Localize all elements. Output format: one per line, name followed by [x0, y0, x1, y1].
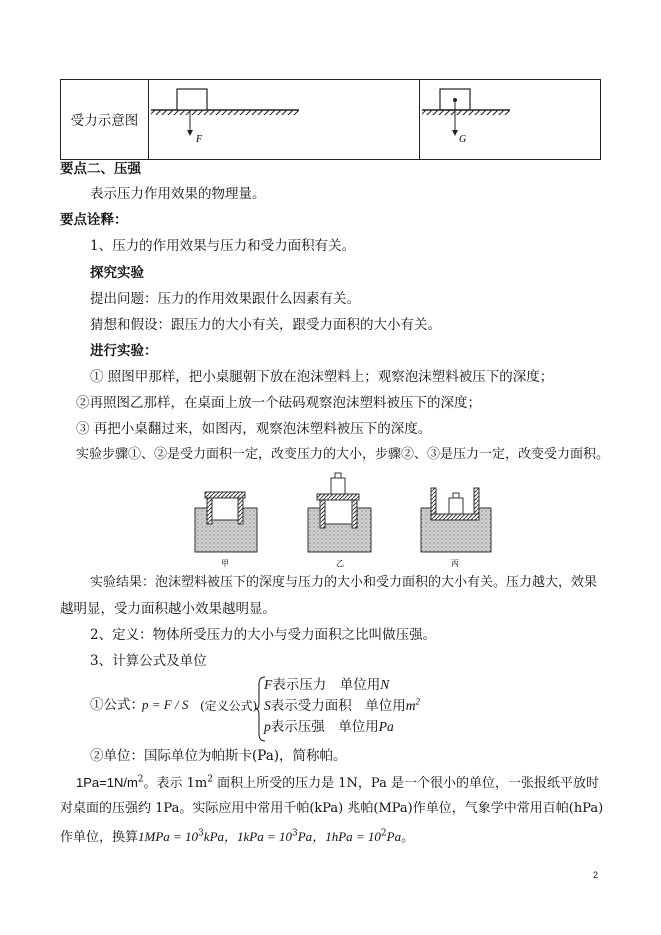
table-row-label-cell [61, 80, 149, 160]
explore-heading: 探究实验 [90, 265, 144, 281]
force-diagram-g [420, 80, 600, 155]
fig-label-jia: 甲 [221, 559, 229, 568]
formula-note: (定义公式) [200, 699, 258, 713]
figure-cell-1 [149, 80, 420, 160]
setup-jia [195, 492, 257, 568]
force-diagram-table [60, 79, 601, 160]
page-number: 2 [593, 870, 599, 880]
hypothesis-text: 猜想和假设：跟压力的大小有关，跟受力面积的大小有关。 [90, 317, 441, 333]
result-line-2: 越明显，受力面积越小效果越明显。 [60, 601, 276, 617]
brace-item-pressure: p表示压强 单位用Pa [264, 719, 394, 735]
setup-yi [308, 473, 371, 568]
steps-summary: 实验步骤①、②是受力面积一定，改变压力的大小，步骤②、③是压力一定，改变受力面积。 [76, 447, 610, 462]
formula-expression: p = F / S [142, 697, 189, 712]
formula-label: ①公式： [90, 697, 144, 713]
formula-heading: 3、计算公式及单位 [90, 653, 207, 669]
fig-label-yi: 乙 [336, 559, 344, 568]
figure-cell-2 [420, 80, 601, 160]
question-text: 提出问题：压力的作用效果跟什么因素有关。 [90, 291, 360, 307]
result-line-1: 实验结果：泡沫塑料被压下的深度与压力的大小和受力面积的大小有关。压力越大，效果 [90, 575, 598, 590]
step-3: ③ 再把小桌翻过来，如图丙，观察泡沫塑料被压下的深度。 [76, 421, 432, 437]
brace-item-force: F表示压力 单位用N [264, 677, 390, 693]
pa-line-3: 作单位，换算$1MPa = 10^3kPa$，$1kPa = 10^3Pa$，$1hPa = 10^2Pa$。 [60, 828, 415, 845]
intro-text: 表示压力作用效果的物理量。 [90, 186, 266, 202]
table-row-label: 受力示意图 [70, 112, 139, 129]
point-1: 1、压力的作用效果与压力和受力面积有关。 [90, 238, 356, 254]
step-2: ②再照图乙那样，在桌面上放一个砝码观察泡沫塑料被压下的深度； [76, 395, 481, 411]
definition-text: 2、定义：物体所受压力的大小与受力面积之比叫做压强。 [90, 627, 437, 643]
do-heading: 进行实验： [90, 343, 158, 359]
brace-item-area: S表示受力面积 单位用$m^2$ [264, 696, 420, 714]
pa-line-2: 对桌面的压强约 1Pa。实际应用中常用千帕(kPa) 兆帕(MPa)作单位，气象学中常用百帕(hPa) [60, 801, 604, 816]
pa-line-1: $1Pa=1N/m^2$。表示 $1m^2$ 面积上所受的压力是 1N，Pa 是一个很小的单位，一张报纸平放时 [76, 774, 599, 791]
explain-heading: 要点诠释： [60, 212, 128, 228]
step-1: ① 照图甲那样，把小桌腿朝下放在泡沫塑料上；观察泡沫塑料被压下的深度； [90, 369, 554, 385]
force-diagram-f [149, 80, 419, 155]
fig-label-bing: 丙 [451, 559, 459, 568]
setup-bing [421, 488, 491, 568]
force-f-label: F [196, 134, 203, 145]
experiment-figure [193, 470, 498, 570]
section-heading: 要点二、压强 [60, 161, 141, 177]
unit-line: ②单位：国际单位为帕斯卡(Pa)，简称帕。 [90, 748, 347, 764]
force-g-label: G [459, 134, 467, 145]
